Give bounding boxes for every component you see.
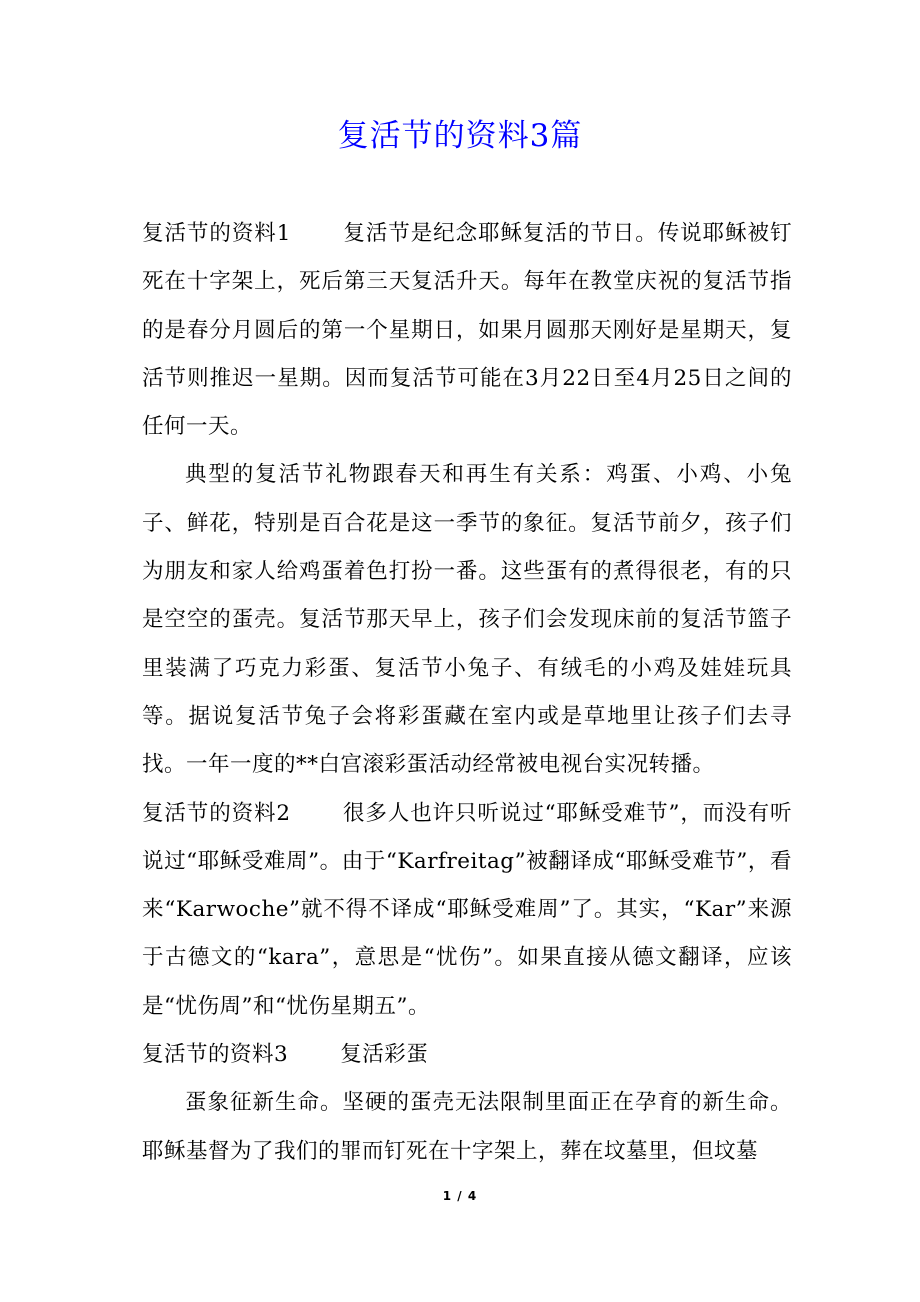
section-3-subtitle: 复活彩蛋: [340, 1042, 429, 1068]
document-title: 复活节的资料3篇: [337, 118, 583, 154]
section-1-paragraph: [142, 210, 792, 451]
section-3-heading-line: [142, 1031, 792, 1079]
section-3-paragraph: 蛋象征新生命。坚硬的蛋壳无法限制里面正在孕育的新生命。耶稣基督为了我们的罪而钉死在十字架上，葬在坟墓里，但坟墓: [142, 1090, 792, 1164]
section-1-heading: 复活节的资料1: [142, 221, 291, 246]
section-2-paragraph: [142, 790, 792, 1031]
section-1-paragraph-2: 典型的复活节礼物跟春天和再生有关系：鸡蛋、小鸡、小兔子、鲜花，特别是百合花是这一季节的象征。复活节前夕，孩子们为朋友和家人给鸡蛋着色打扮一番。这些蛋有的煮得很老，有的只是空空的蛋壳。复活节那天早上，孩子们会发现床前的复活节篮子里装满了巧克力彩蛋、复活节小兔子、有绒毛的小鸡及娃娃玩具等。据说复活节兔子会将彩蛋藏在室内或是草地里让孩子们去寻找。一年一度的**白宫滚彩蛋活动经常被电视台实况转播。: [142, 462, 792, 778]
document-body: [142, 210, 792, 1176]
section-1-text: 复活节是纪念耶稣复活的节日。传说耶稣被钉死在十字架上，死后第三天复活升天。每年在教堂庆祝的复活节指的是春分月圆后的第一个星期日，如果月圆那天刚好是星期天，复活节则推迟一星期。因而复活节可能在3月22日至4月25日之间的任何一天。: [142, 221, 792, 440]
section-2-text: 很多人也许只听说过“耶稣受难节”，而没有听说过“耶稣受难周”。由于“Karfreitag”被翻译成“耶稣受难节”，看来“Karwoche”就不得不译成“耶稣受难周”了。其实，“Kar”来源于古德文的“kara”，意思是“忧伤”。如果直接从德文翻译，应该是“忧伤周”和“忧伤星期五”。: [142, 800, 792, 1019]
page-indicator: 1 / 4: [442, 1189, 478, 1203]
section-2-heading: 复活节的资料2: [142, 800, 291, 826]
section-3-heading: 复活节的资料3: [142, 1042, 289, 1068]
